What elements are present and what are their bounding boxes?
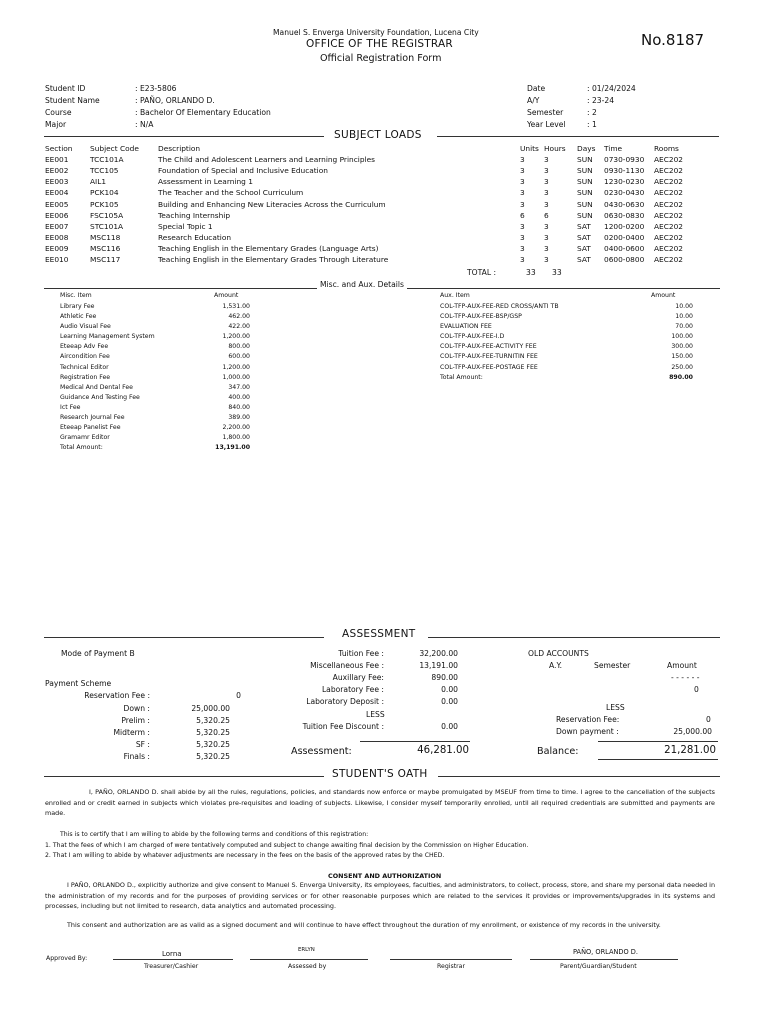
cell-subject-code: MSC118 (90, 232, 121, 242)
date-value: : 01/24/2024 (587, 84, 636, 93)
item-amount: 10.00 (675, 313, 693, 321)
term-1: 1. That the fees of which I am charged of were tentatively computed and subject to change awaiting final decision by the Commission on Higher Education. (45, 842, 529, 849)
list-item (60, 313, 250, 323)
cell-days: SUN (577, 199, 593, 209)
cell-units: 3 (520, 232, 525, 242)
assessed-role: Assessed by (288, 963, 327, 970)
cell-hours: 3 (544, 155, 549, 165)
signature-line (250, 959, 368, 960)
assessment-value: 46,281.00 (417, 745, 469, 756)
list-item (60, 424, 250, 434)
cell-hours: 3 (544, 254, 549, 264)
list-item (60, 384, 250, 394)
student-id-label: Student ID (45, 84, 86, 93)
schedule-value: 0 (236, 691, 241, 700)
cell-days: SAT (577, 243, 591, 253)
oa-down-label: Down payment : (556, 727, 619, 736)
registrar-role: Registrar (437, 963, 466, 970)
item-name: Audio Visual Fee (60, 323, 111, 331)
cell-room: AEC202 (654, 199, 683, 209)
header-days: Days (577, 144, 596, 154)
cell-hours: 3 (544, 232, 549, 242)
table-row (45, 187, 694, 198)
form-title: Official Registration Form (320, 53, 442, 64)
item-name: Eteeap Panelist Fee (60, 424, 121, 432)
signature-line (530, 959, 678, 960)
divider (598, 741, 718, 742)
cell-room: AEC202 (654, 188, 683, 198)
item-name: COL-TFP-AUX-FEE-TURNITIN FEE (440, 353, 538, 361)
divider (428, 637, 720, 638)
cell-description: Teaching Internship (158, 210, 231, 220)
oa-down-value: 25,000.00 (673, 727, 712, 736)
parent-role: Parent/Guardian/Student (560, 963, 637, 970)
cell-time: 1200-0200 (604, 221, 645, 231)
total-amount: 13,191.00 (215, 444, 250, 452)
date-label: Date (527, 84, 546, 93)
item-amount: 400.00 (228, 393, 250, 401)
header-rooms: Rooms (654, 144, 679, 154)
cell-units: 3 (520, 166, 525, 176)
fee-value: 32,200.00 (419, 649, 458, 658)
total-label: TOTAL : (467, 268, 497, 277)
term-2: 2. That I am willing to abide by whatever adjustments are necessary in the fees on the basis of the approved rates by the CHED. (45, 852, 445, 859)
total-hours: 33 (552, 268, 562, 277)
ay-value: : 23-24 (587, 96, 615, 105)
oath-title: STUDENT'S OATH (332, 768, 428, 780)
misc-header-amount: Amount (214, 292, 239, 299)
cell-description: Foundation of Special and Inclusive Education (158, 166, 328, 176)
list-item (440, 323, 693, 333)
year-level-label: Year Level (527, 120, 566, 129)
cell-description: Special Topic 1 (158, 221, 213, 231)
cell-section: EE009 (45, 243, 69, 253)
cell-subject-code: TCC105 (90, 166, 119, 176)
divider (437, 136, 719, 137)
item-name: Medical And Dental Fee (60, 383, 133, 391)
item-amount: 347.00 (228, 383, 250, 391)
cell-room: AEC202 (654, 232, 683, 242)
divider (44, 637, 324, 638)
item-amount: 2,200.00 (222, 424, 250, 432)
assessed-name: ERLYN (298, 947, 315, 953)
header-section: Section (45, 144, 73, 154)
fee-label: Laboratory Fee : (321, 685, 384, 694)
header-units: Units (520, 144, 539, 154)
item-name: Ict Fee (60, 403, 81, 411)
treasurer-name: Lorna (162, 950, 182, 958)
cell-hours: 6 (544, 210, 549, 220)
cell-description: The Child and Adolescent Learners and Learning Principles (158, 155, 375, 165)
semester-value: : 2 (587, 108, 597, 117)
signature-line (390, 959, 512, 960)
total-amount: 890.00 (669, 373, 693, 381)
cell-hours: 3 (544, 243, 549, 253)
discount-value: 0.00 (441, 722, 458, 731)
cell-description: Building and Enhancing New Literacies Across the Curriculum (158, 199, 386, 209)
header-hours: Hours (544, 144, 566, 154)
cell-units: 6 (520, 210, 525, 220)
cell-time: 0600-0800 (604, 254, 645, 264)
item-amount: 1,800.00 (222, 434, 250, 442)
cell-subject-code: MSC117 (90, 254, 121, 264)
cell-subject-code: TCC101A (90, 155, 124, 165)
cell-description: Teaching English in the Elementary Grades Through Literature (158, 254, 389, 264)
cell-time: 0930-1130 (604, 166, 645, 176)
list-item (60, 414, 250, 424)
cell-room: AEC202 (654, 243, 683, 253)
item-amount: 1,531.00 (222, 303, 250, 310)
cell-days: SAT (577, 221, 591, 231)
fee-value: 0.00 (441, 685, 458, 694)
student-name-label: Student Name (45, 96, 100, 105)
cell-units: 3 (520, 243, 525, 253)
schedule-label: Prelim : (121, 716, 150, 725)
oa-header-semester: Semester (594, 661, 631, 670)
cell-units: 3 (520, 199, 525, 209)
list-item (440, 353, 693, 363)
fee-label: Auxillary Fee: (332, 673, 384, 682)
cell-time: 0400-0600 (604, 243, 645, 253)
list-item (60, 333, 250, 343)
item-name: Gramamr Editor (60, 434, 110, 442)
item-amount: 840.00 (228, 403, 250, 411)
list-item (60, 404, 250, 414)
cell-section: EE002 (45, 166, 69, 176)
student-id-value: : E23-5806 (135, 84, 177, 93)
list-item (60, 343, 250, 353)
schedule-value: 25,000.00 (191, 704, 230, 713)
oa-reservation-value: 0 (706, 715, 711, 724)
cell-days: SAT (577, 232, 591, 242)
cell-hours: 3 (544, 188, 549, 198)
cell-days: SUN (577, 188, 593, 198)
schedule-label: Reservation Fee : (84, 691, 150, 700)
item-name: COL-TFP-AUX-FEE-ACTIVITY FEE (440, 343, 537, 351)
office-title: OFFICE OF THE REGISTRAR (306, 38, 453, 50)
cell-section: EE004 (45, 188, 69, 198)
course-value: : Bachelor Of Elementary Education (135, 108, 271, 117)
cell-section: EE001 (45, 155, 69, 165)
cell-subject-code: MSC116 (90, 243, 121, 253)
signature-line (113, 959, 233, 960)
table-row (45, 165, 694, 176)
oa-less-label: LESS (606, 703, 625, 712)
mode-of-payment: Mode of Payment B (61, 649, 135, 658)
list-item (440, 343, 693, 353)
schedule-label: Down : (123, 704, 150, 713)
item-name: Guidance And Testing Fee (60, 393, 140, 401)
approved-by-label: Approved By: (46, 955, 88, 962)
total-row (440, 374, 693, 384)
misc-items-list (60, 303, 250, 454)
item-amount: 462.00 (228, 313, 250, 321)
item-name: Library Fee (60, 303, 95, 310)
subject-loads-title: SUBJECT LOADS (334, 129, 422, 141)
cell-time: 0630-0830 (604, 210, 645, 220)
divider (44, 776, 324, 777)
fee-value: 13,191.00 (419, 661, 458, 670)
cell-units: 3 (520, 188, 525, 198)
cell-section: EE003 (45, 177, 69, 187)
item-name: Research Journal Fee (60, 414, 125, 422)
table-row (45, 176, 694, 187)
item-amount: 1,200.00 (222, 333, 250, 341)
list-item (440, 313, 693, 323)
misc-aux-title: Misc. and Aux. Details (317, 280, 407, 289)
list-item (60, 323, 250, 333)
schedule-label: SF : (135, 740, 150, 749)
fee-value: 890.00 (431, 673, 458, 682)
cell-units: 3 (520, 177, 525, 187)
header-time: Time (604, 144, 623, 154)
cell-units: 3 (520, 155, 525, 165)
total-units: 33 (526, 268, 536, 277)
cell-room: AEC202 (654, 210, 683, 220)
total-row (60, 444, 250, 454)
list-item (440, 333, 693, 343)
consent-paragraph-2: This consent and authorization are as valid as a signed document and will continue to have effect throughout the duration of my enrollment, or existence of my records in the university. (67, 921, 661, 929)
cell-section: EE007 (45, 221, 69, 231)
assessment-title: ASSESSMENT (342, 628, 416, 640)
table-row (45, 243, 694, 254)
item-name: Registration Fee (60, 373, 111, 381)
oa-reservation-label: Reservation Fee: (556, 715, 620, 724)
schedule-value: 5,320.25 (196, 752, 230, 761)
cell-days: SUN (577, 177, 593, 187)
consent-paragraph-1: I PAÑO, ORLANDO D., explicitly authorize and give consent to Manuel S. Enverga University, its employees, faculties, and administrators, to collect, process, store, and share my personal data needed in the administration of my records and for the purposes of providing services or for other reasonable purposes which are related to the services it provides or improvements/upgrades in its systems and processes, including but not limited to research, data analytics and automated processing. (45, 881, 715, 911)
cell-units: 3 (520, 221, 525, 231)
table-header-row (45, 143, 694, 154)
item-name: Eteeap Adv Fee (60, 343, 109, 351)
fee-value: 0.00 (441, 697, 458, 706)
list-item (60, 394, 250, 404)
item-amount: 422.00 (228, 323, 250, 331)
student-name-value: : PAÑO, ORLANDO D. (135, 96, 215, 105)
cell-section: EE006 (45, 210, 69, 220)
form-number: No.8187 (641, 31, 705, 49)
cell-units: 3 (520, 254, 525, 264)
item-name: Technical Editor (60, 363, 109, 371)
cell-description: Assessment in Learning 1 (158, 177, 253, 187)
parent-name: PAÑO, ORLANDO D. (573, 948, 638, 956)
divider (598, 759, 718, 760)
discount-label: Tuition Fee Discount : (302, 722, 384, 731)
cell-days: SAT (577, 254, 591, 264)
consent-title: CONSENT AND AUTHORIZATION (328, 872, 442, 880)
misc-header-item: Misc. Item (60, 292, 92, 299)
cell-time: 0200-0400 (604, 232, 645, 242)
oath-paragraph: I, PAÑO, ORLANDO D. shall abide by all the rules, regulations, policies, and standards now enforce or maybe promulgated by MSEUF from time to time. I agree to the cancellation of the subjects enrolled and or credit earned in subjects which violates pre-requisites and loading of subjects. Likewise, I consider myself temporarily enrolled, until all required credentials are submitted and payments are made. (45, 788, 715, 818)
cell-hours: 3 (544, 221, 549, 231)
cell-description: Research Education (158, 232, 232, 242)
cell-days: SUN (577, 166, 593, 176)
cell-room: AEC202 (654, 254, 683, 264)
item-name: COL-TFP-AUX-FEE-POSTAGE FEE (440, 363, 538, 371)
list-item (440, 364, 693, 374)
item-amount: 150.00 (671, 353, 693, 361)
cell-room: AEC202 (654, 166, 683, 176)
fee-label: Miscellaneous Fee : (310, 661, 384, 670)
fee-label: Tuition Fee : (338, 649, 384, 658)
cell-time: 1230-0230 (604, 177, 645, 187)
item-name: Athletic Fee (60, 313, 97, 321)
course-label: Course (45, 108, 72, 117)
less-label: LESS (366, 710, 385, 719)
cell-section: EE005 (45, 199, 69, 209)
major-value: : N/A (135, 120, 154, 129)
cell-room: AEC202 (654, 155, 683, 165)
list-item (60, 364, 250, 374)
item-amount: 1,200.00 (222, 363, 250, 371)
aux-items-list (440, 303, 693, 384)
item-amount: 70.00 (675, 323, 693, 331)
cell-days: SUN (577, 155, 593, 165)
cell-time: 0730-0930 (604, 155, 645, 165)
balance-value: 21,281.00 (664, 745, 716, 756)
item-amount: 600.00 (228, 353, 250, 361)
item-amount: 250.00 (671, 363, 693, 371)
item-amount: 10.00 (675, 303, 693, 310)
certify-text: This is to certify that I am willing to abide by the following terms and conditions of this registration: (60, 831, 369, 838)
cell-subject-code: PCK104 (90, 188, 119, 198)
subject-loads-table (45, 143, 694, 265)
item-name: Learning Management System (60, 333, 155, 341)
cell-description: The Teacher and the School Curriculum (158, 188, 304, 198)
cell-subject-code: PCK105 (90, 199, 119, 209)
schedule-value: 5,320.25 (196, 716, 230, 725)
oa-amount: 0 (694, 685, 699, 694)
divider (44, 136, 324, 137)
schedule-value: 5,320.25 (196, 728, 230, 737)
assessment-label: Assessment: (291, 746, 352, 757)
item-amount: 800.00 (228, 343, 250, 351)
fee-label: Laboratory Deposit : (306, 697, 384, 706)
cell-subject-code: AIL1 (90, 177, 107, 187)
item-name: EVALUATION FEE (440, 323, 492, 331)
divider (360, 741, 470, 742)
table-row (45, 154, 694, 165)
table-row (45, 198, 694, 209)
old-accounts-label: OLD ACCOUNTS (528, 649, 589, 658)
list-item (60, 353, 250, 363)
header-subject-code: Subject Code (90, 144, 139, 154)
item-name: COL-TFP-AUX-FEE-I.D (440, 333, 505, 341)
divider (438, 776, 720, 777)
cell-subject-code: STC101A (90, 221, 124, 231)
cell-time: 0230-0430 (604, 188, 645, 198)
header-description: Description (158, 144, 201, 154)
list-item (60, 434, 250, 444)
cell-hours: 3 (544, 166, 549, 176)
total-label: Total Amount: (440, 373, 483, 381)
cell-time: 0430-0630 (604, 199, 645, 209)
aux-header-item: Aux. Item (440, 292, 470, 299)
total-label: Total Amount: (60, 444, 103, 452)
cell-section: EE008 (45, 232, 69, 242)
schedule-label: Finals : (123, 752, 150, 761)
table-row (45, 232, 694, 243)
table-row (45, 254, 694, 265)
cell-section: EE010 (45, 254, 69, 264)
university-name: Manuel S. Enverga University Foundation, Lucena City (273, 28, 479, 37)
item-amount: 389.00 (228, 414, 250, 422)
oa-dashes: - - - - - - (671, 673, 700, 682)
item-amount: 1,000.00 (222, 373, 250, 381)
oa-header-ay: A.Y. (549, 661, 562, 670)
cell-room: AEC202 (654, 177, 683, 187)
cell-hours: 3 (544, 177, 549, 187)
cell-room: AEC202 (654, 221, 683, 231)
item-amount: 300.00 (671, 343, 693, 351)
schedule-label: Midterm : (113, 728, 150, 737)
cell-hours: 3 (544, 199, 549, 209)
table-row (45, 221, 694, 232)
balance-label: Balance: (537, 746, 579, 757)
year-level-value: : 1 (587, 120, 597, 129)
item-name: COL-TFP-AUX-FEE-BSP/GSP (440, 313, 522, 321)
item-name: COL-TFP-AUX-FEE-RED CROSS/ANTI TB (440, 303, 559, 310)
oa-header-amount: Amount (667, 661, 697, 670)
treasurer-role: Treasurer/Cashier (144, 963, 199, 970)
item-name: Aircondition Fee (60, 353, 110, 361)
cell-subject-code: FSC105A (90, 210, 124, 220)
list-item (440, 303, 693, 313)
payment-scheme-label: Payment Scheme (45, 679, 112, 688)
aux-header-amount: Amount (651, 292, 676, 299)
cell-description: Teaching English in the Elementary Grades (Language Arts) (158, 243, 379, 253)
list-item (60, 374, 250, 384)
item-amount: 100.00 (671, 333, 693, 341)
list-item (60, 303, 250, 313)
cell-days: SUN (577, 210, 593, 220)
schedule-value: 5,320.25 (196, 740, 230, 749)
major-label: Major (45, 120, 67, 129)
ay-label: A/Y (527, 96, 540, 105)
semester-label: Semester (527, 108, 564, 117)
table-row (45, 210, 694, 221)
